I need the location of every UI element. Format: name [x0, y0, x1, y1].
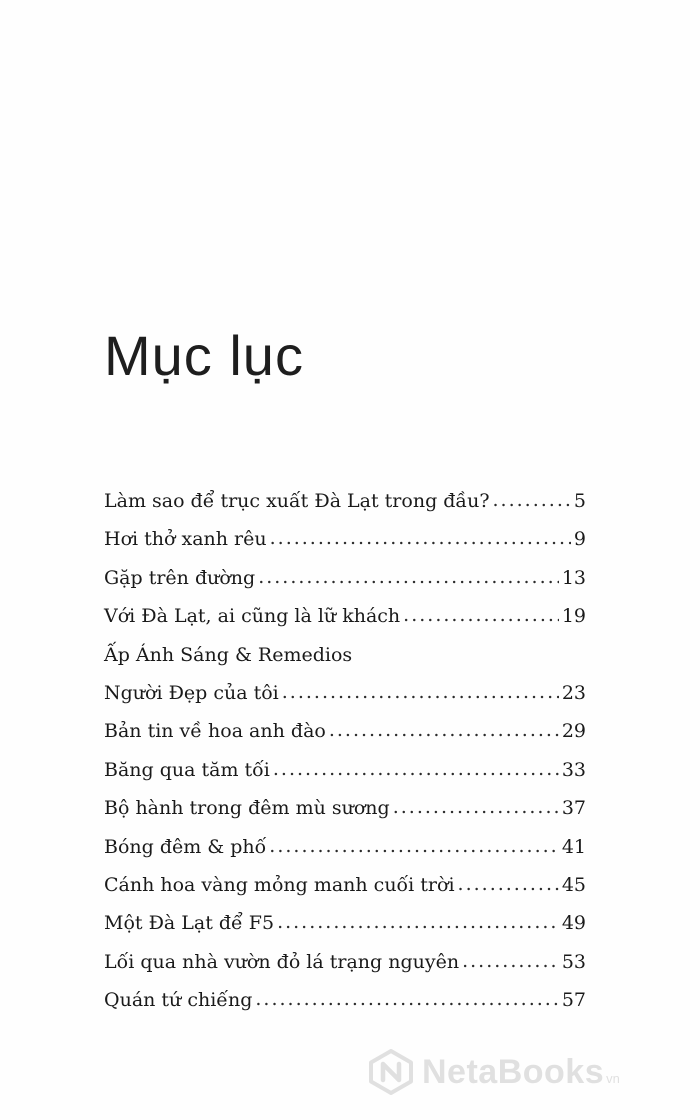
toc-entry	[104, 866, 586, 904]
toc-leader-dots	[273, 750, 559, 788]
toc-entry-title: Cánh hoa vàng mỏng manh cuối trời	[104, 873, 455, 896]
toc-entry-page: 19	[561, 605, 586, 628]
toc-entry-page: 23	[561, 681, 586, 704]
toc-entry	[104, 674, 586, 712]
toc-entry-title: Làm sao để trục xuất Đà Lạt trong đầu?	[104, 490, 490, 512]
watermark-suffix: vn	[606, 1071, 620, 1086]
toc-entry	[104, 751, 586, 789]
table-of-contents	[104, 482, 586, 1019]
toc-leader-dots	[462, 942, 559, 980]
toc-leader-dots	[329, 711, 559, 749]
toc-entry-title: Quán tứ chiếng	[104, 989, 253, 1012]
toc-entry-title: Bộ hành trong đêm mù sương	[104, 797, 390, 820]
toc-entry-page: 29	[561, 720, 586, 743]
toc-entry-page: 53	[561, 950, 586, 973]
toc-entry	[104, 559, 586, 597]
toc-entry	[104, 520, 586, 558]
watermark	[368, 1046, 620, 1098]
toc-leader-dots	[258, 558, 559, 596]
toc-entry-page: 13	[561, 566, 586, 589]
toc-entry	[104, 943, 586, 981]
toc-leader-dots	[493, 481, 571, 519]
toc-entry	[104, 981, 586, 1019]
toc-leader-dots	[255, 980, 558, 1018]
toc-leader-dots	[393, 788, 559, 826]
toc-entry-page: 41	[561, 835, 586, 858]
toc-entry-first-line: Ấp Ánh Sáng & Remedios	[104, 643, 353, 666]
toc-entry	[104, 828, 586, 866]
toc-entry-title: Bóng đêm & phố	[104, 835, 267, 858]
toc-heading: Mục lục	[104, 324, 304, 387]
toc-entry-title: Người Đẹp của tôi	[104, 681, 279, 704]
toc-entry-page: 37	[561, 797, 586, 820]
toc-leader-dots	[270, 519, 571, 557]
toc-entry	[104, 597, 586, 635]
toc-entry-page: 57	[561, 989, 586, 1012]
toc-entry-title: Băng qua tăm tối	[104, 758, 270, 781]
toc-entry-title: Với Đà Lạt, ai cũng là lữ khách	[104, 605, 401, 628]
toc-entry	[104, 712, 586, 750]
toc-entry-title: Lối qua nhà vườn đỏ lá trạng nguyên	[104, 950, 460, 973]
toc-entry-title: Hơi thở xanh rêu	[104, 528, 267, 551]
toc-leader-dots	[277, 903, 559, 941]
toc-entry-page: 5	[573, 490, 586, 512]
toc-entry-page: 9	[573, 528, 586, 551]
netabooks-logo-icon	[368, 1049, 414, 1095]
toc-entry-title: Bản tin về hoa anh đào	[104, 720, 326, 743]
toc-leader-dots	[403, 596, 559, 634]
toc-entry	[104, 482, 586, 520]
watermark-text: NetaBooks	[422, 1052, 605, 1091]
toc-leader-dots	[282, 673, 559, 711]
toc-entry-title: Một Đà Lạt để F5	[104, 912, 275, 935]
toc-leader-dots	[458, 865, 559, 903]
toc-entry-page: 45	[561, 873, 586, 896]
toc-entry-page: 33	[561, 758, 586, 781]
toc-entry-title: Gặp trên đường	[104, 566, 256, 589]
toc-leader-dots	[269, 827, 559, 865]
toc-entry-page: 49	[561, 912, 586, 935]
toc-entry	[104, 789, 586, 827]
toc-entry	[104, 904, 586, 942]
